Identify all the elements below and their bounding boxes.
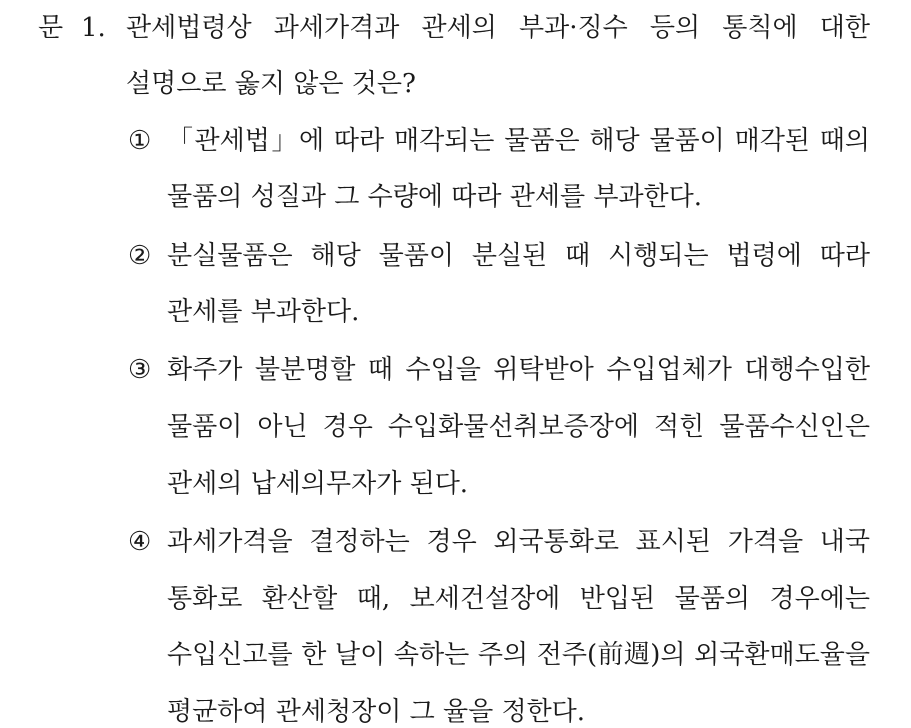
option-1-marker: ① <box>128 126 152 156</box>
option-4-line-2: 통화로 환산할 때, 보세건설장에 반입된 물품의 경우에는 <box>167 584 870 614</box>
option-2-line-2: 관세를 부과한다. <box>167 297 360 327</box>
question-stem-line-2: 설명으로 옳지 않은 것은? <box>126 69 416 99</box>
option-3-line-2: 물품이 아닌 경우 수입화물선취보증장에 적힌 물품수신인은 <box>167 412 870 442</box>
question-stem-line-1: 관세법령상 과세가격과 관세의 부과·징수 등의 통칙에 대한 <box>126 13 870 43</box>
option-3-marker: ③ <box>128 355 152 385</box>
option-4-line-4: 평균하여 관세청장이 그 율을 정한다. <box>167 697 586 727</box>
option-1-line-2: 물품의 성질과 그 수량에 따라 관세를 부과한다. <box>167 182 703 212</box>
option-2-line-1: 분실물품은 해당 물품이 분실된 때 시행되는 법령에 따라 <box>167 241 870 271</box>
option-4-line-1: 과세가격을 결정하는 경우 외국통화로 표시된 가격을 내국 <box>167 527 870 557</box>
option-3-line-1: 화주가 불분명할 때 수입을 위탁받아 수입업체가 대행수입한 <box>167 355 870 385</box>
option-4-marker: ④ <box>128 527 152 557</box>
option-4-line-3: 수입신고를 한 날이 속하는 주의 전주(前週)의 외국환매도율을 <box>167 640 870 670</box>
option-3-line-3: 관세의 납세의무자가 된다. <box>167 469 469 499</box>
option-1-line-1: 「관세법」에 따라 매각되는 물품은 해당 물품이 매각된 때의 <box>167 126 870 156</box>
option-2-marker: ② <box>128 241 152 271</box>
question-label: 문 <box>38 13 64 43</box>
question-number: 1. <box>81 13 106 43</box>
